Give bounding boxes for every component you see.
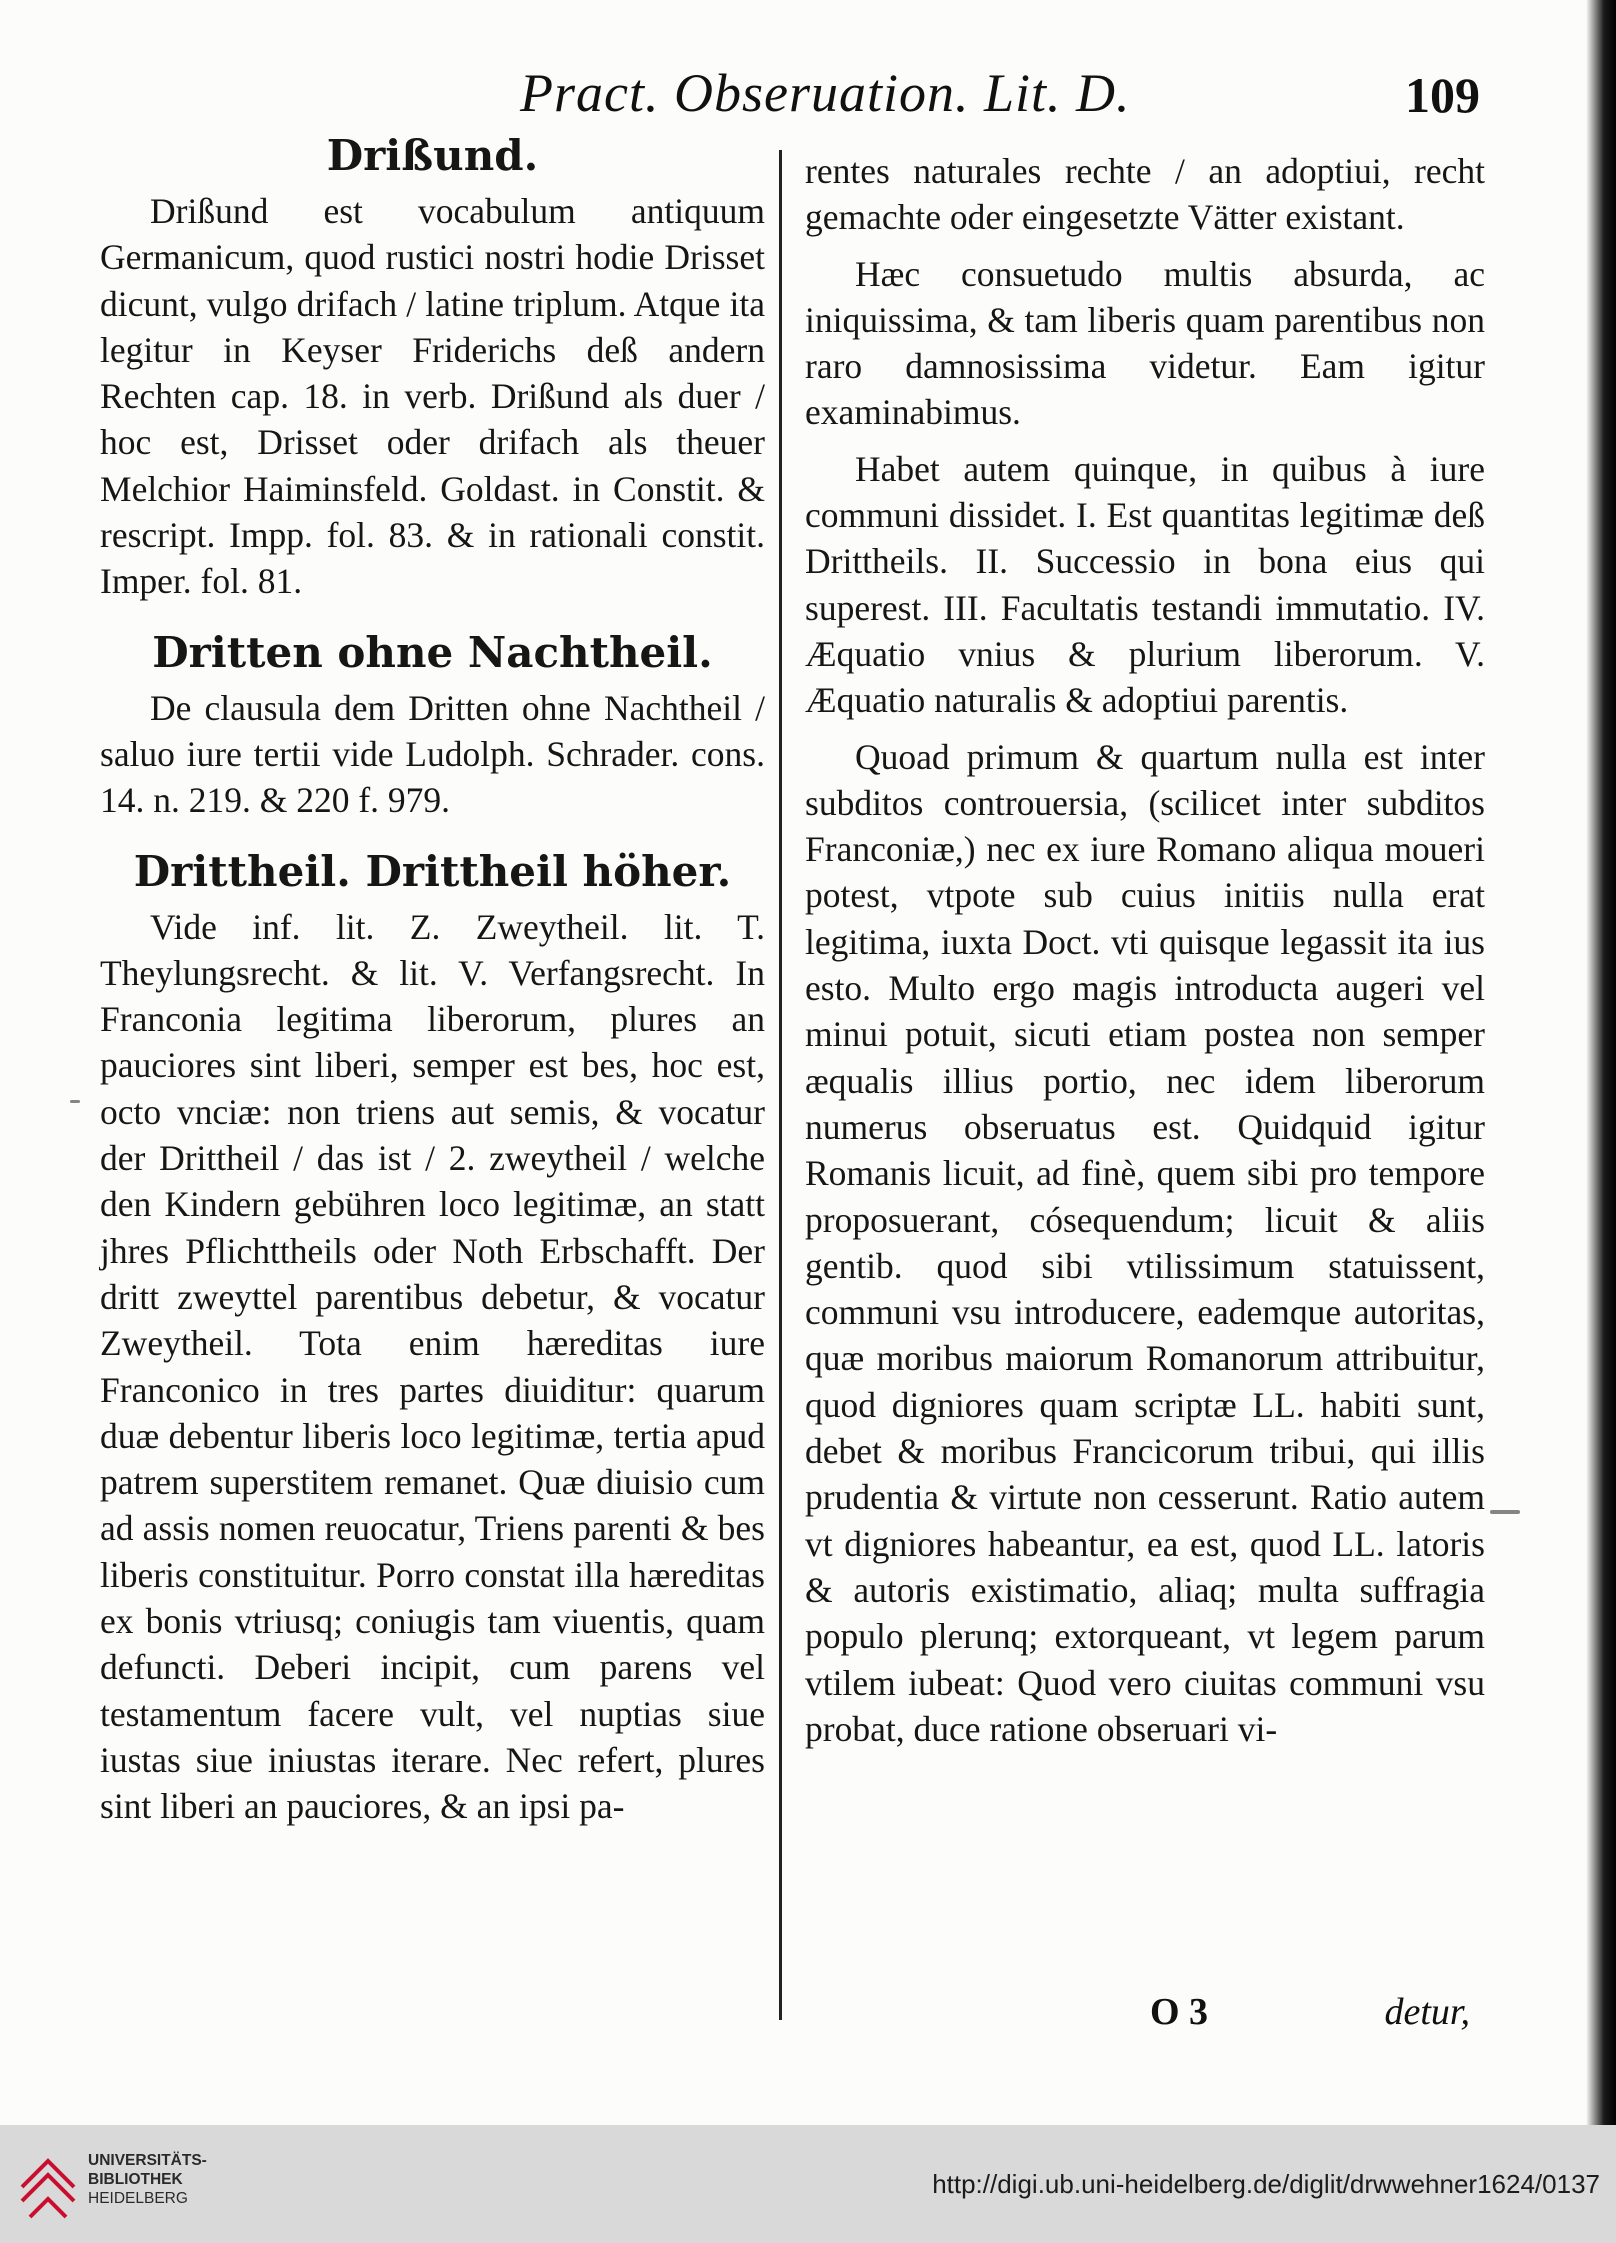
entry-heading-drittheil: Drittheil. Drittheil höher. bbox=[133, 846, 732, 896]
library-footer bbox=[0, 2125, 1616, 2243]
paragraph-consuetudo: Hæc consuetudo multis absurda, ac iniquissima, & tam liberis quam parentibus non raro damnosissima videtur. Eam igitur examinabimus. bbox=[805, 253, 1485, 433]
catchword-line bbox=[1150, 1990, 1490, 2040]
paragraph-habet-autem: Habet autem quinque, in quibus à iure communi dissidet. I. Est quantitas legitimæ deß Drittheils. II. Successio in bona eius qui superest. III. Facultatis testandi immutatio. IV. Æquatio vnius & plurium liberorum. V. Æquatio naturalis & adoptiui parentis. bbox=[805, 448, 1485, 721]
library-name-line-1: UNIVERSITÄTS- bbox=[88, 2152, 207, 2169]
entry-heading-drissund: Drißund. bbox=[326, 131, 539, 180]
ink-speck bbox=[70, 1100, 80, 1103]
entry-text-drissund: Drißund est vocabulum antiquum Germanicum, quod rustici nostri hodie Drisset dicunt, vulgo drifach / latine triplum. Atque ita legitur in Keyser Friderichs deß andern Rechten cap. 18. in verb. Drißund als duer / hoc est, Drisset oder drifach als theuer Melchior Haiminsfeld. Goldast. in Constit. & rescript. Impp. fol. 83. & in rationali constit. Imper. fol. 81. bbox=[100, 191, 765, 602]
column-divider bbox=[779, 150, 782, 2020]
library-name-line-2: BIBLIOTHEK bbox=[88, 2171, 183, 2188]
paragraph-quoad-primum: Quoad primum & quartum nulla est inter subditos controuersia, (scilicet inter subditos Franconiæ,) nec ex iure Romano aliqua moueri potest, vtpote sub cuius initiis nulla erat legitima, iuxta Doct. vti quisque legassit ita ius esto. Multo ergo magis introducta augeri vel minui potuit, sicuti etiam postea non semper æqualis illius portio, nec idem liberorum numerus obseruatus est. Quidquid igitur Romanis licuit, ad finè, quem sibi pro tempore proposuerant, cósequendum; licuit & aliis gentib. quod sibi vtilissimum statuissent, communi vsu introducere, eademque autoritas, quæ moribus maiorum Romanorum attribuitur, quod digniores quam scriptæ LL. habiti sunt, debet & moribus Francicorum tribui, qui illis prudentia & virtute non cesserunt. Ratio autem vt digniores habeantur, ea est, quod LL. latoris & autoris existimatio, aliaq; multa suffragia populo plerunq; extorqueant, vt legem parum vtilem iubeat: Quod vero ciuitas communi vsu probat, duce ratione obseruari vi- bbox=[805, 736, 1485, 1749]
running-head bbox=[520, 62, 1480, 132]
entry-text-dritten-ohne-nachtheil: De clausula dem Dritten ohne Nachtheil / saluo iure tertii vide Ludolph. Schrader. cons. 14. n. 219. & 220 f. 979. bbox=[100, 687, 765, 821]
continued-paragraph: rentes naturales rechte / an adoptiui, recht gemachte oder eingesetzte Vätter existant. bbox=[805, 151, 1485, 238]
ink-mark bbox=[1490, 1510, 1520, 1514]
library-name bbox=[88, 2151, 207, 2208]
left-column bbox=[100, 124, 765, 1830]
entry-text-drittheil: Vide inf. lit. Z. Zweytheil. lit. T. Theylungsrecht. & lit. V. Verfangsrecht. In Franconia legitima liberorum, plures an pauciores sint liberi, semper est bes, hoc est, octo vnciæ: non triens aut semis, & vocatur der Drittheil / das ist / 2. zweytheil / welche den Kindern gebühren loco legitimæ, an statt jhres Pflichttheils oder Noth Erbschafft. Der dritt zweyttel parentibus debetur, & vocatur Zweytheil. Tota enim hæreditas iure Franconico in tres partes diuiditur: quarum duæ debentur liberis loco legitimæ, tertia apud patrem superstitem remanet. Quæ diuisio cum ad assis nomen reuocatur, Triens parenti & bes liberis constituitur. Porro constat illa hæreditas ex bonis vtriusq; coniugis tam viuentis, quam defuncti. Deberi incipit, cum parens vel testamentum facere vult, vel nuptias siue iustas siue iniustas iterare. Nec refert, plures sint liberi an pauciores, & an ipsi pa- bbox=[100, 906, 765, 1827]
library-name-line-3: HEIDELBERG bbox=[88, 2190, 188, 2207]
signature-mark: O 3 bbox=[1150, 1991, 1209, 2033]
university-library-logo-icon[interactable] bbox=[16, 2143, 80, 2225]
right-column bbox=[805, 148, 1485, 1752]
page-number: 109 bbox=[1405, 67, 1480, 123]
permalink-url[interactable]: http://digi.ub.uni-heidelberg.de/diglit/drwwehner1624/0137 bbox=[932, 2169, 1600, 2199]
running-head-title: Pract. Obseruation. Lit. D. bbox=[520, 63, 1131, 123]
entry-heading-dritten-ohne-nachtheil: Dritten ohne Nachtheil. bbox=[152, 627, 713, 677]
catchword: detur, bbox=[1384, 1991, 1470, 2033]
page-edge-shadow bbox=[1586, 0, 1616, 2125]
